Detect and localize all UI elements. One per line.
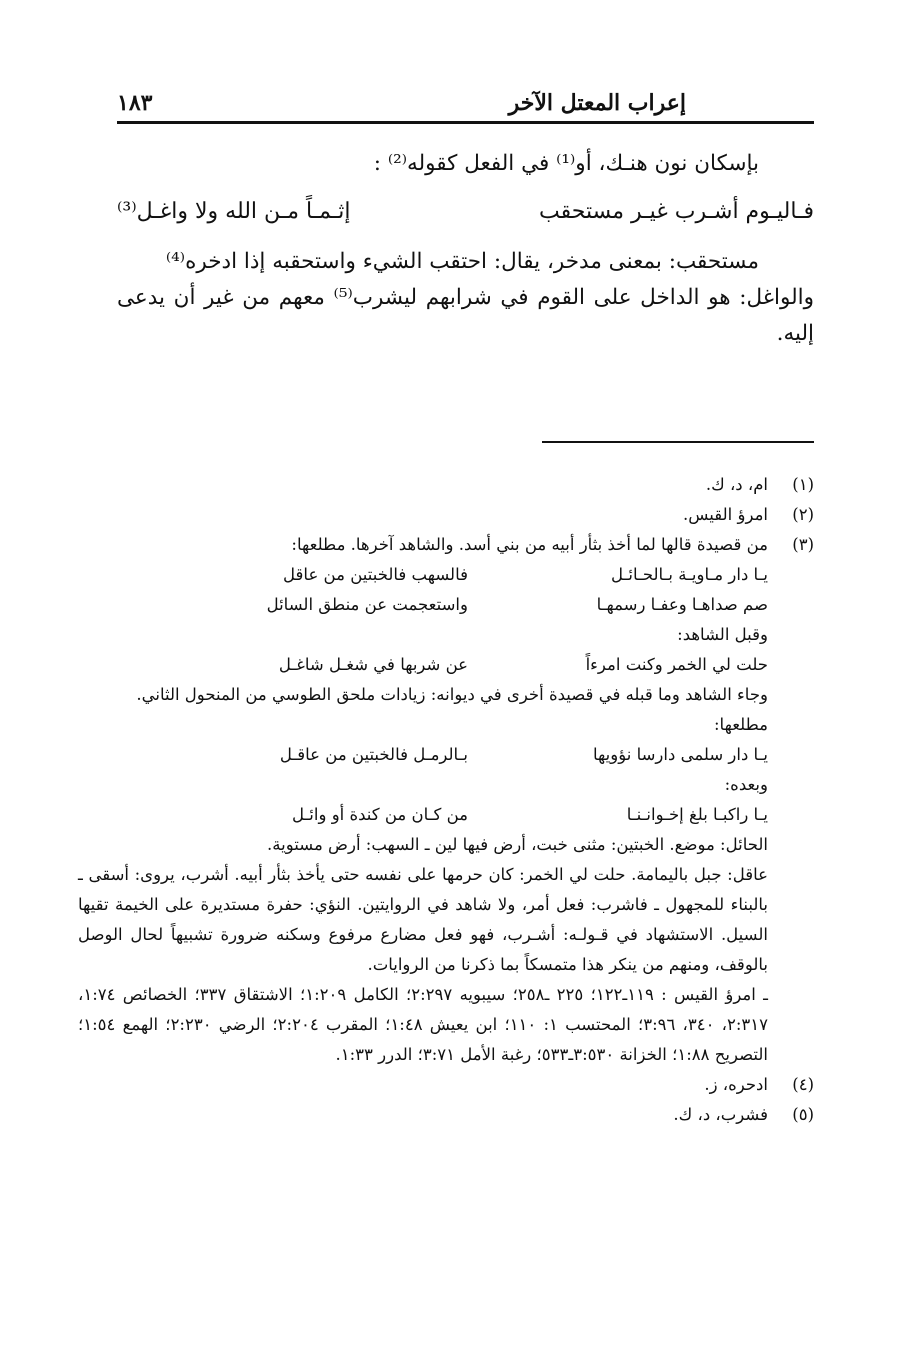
footnote-references: ـ امرؤ القيس : ١١٩ـ١٢٢؛ ٢٢٥ ـ٢٥٨؛ سيبويه ٢:٢٩٧؛ الكامل ١:٢٠٩؛ الاشتقاق ٣٣٧؛ الخصائص ١:٧٤، ٢:٣١٧، ٣٤٠، ٣:٩٦؛ المحتسب ١: ١١٠؛ ابن يعيش ١:٤٨؛ المقرب ٢:٢٠٤؛ الرضي ٢:٢٣٠؛ الهمع ١:٥٤؛ التصريح ١:٨٨؛ الخزانة ٣:٥٣٠ـ٥٣٣؛ رغبة الأمل ٣:٧١؛ الدرر ١:٣٣. [78, 985, 769, 1064]
verse-hemistich-1: فـاليـوم أشـرب غيـر مستحقب [539, 199, 814, 224]
gloss-line: والواغل: هو الداخل على القوم في شرابهم ليشرب⁽⁵⁾ معهم من غير أن يدعى إليه. [117, 285, 814, 346]
footnote-number: (٢) [792, 505, 814, 524]
footnote-number: (٥) [792, 1105, 814, 1124]
verse-hemistich-2: إثـمـاً مـن الله ولا واغـل⁽³⁾ [117, 199, 351, 224]
verse-hemistich-2: فالسهب فالخبتين من عاقل [283, 565, 468, 584]
footnote-verse [78, 650, 768, 680]
footnote-5 [117, 1100, 814, 1130]
footnote-verse [78, 800, 768, 830]
footnote-1 [117, 470, 814, 500]
footnotes [78, 470, 814, 1130]
footnote-number: (٣) [792, 535, 814, 554]
chapter-title: إعراب المعتل الآخر [508, 90, 686, 116]
verse-hemistich-2: بـالرمـل فالخبتين من عاقـل [279, 745, 468, 764]
footnote-text: الحائل: موضع. الخبتين: مثنى خبت، أرض فيها لين ـ السهب: أرض مستوية. [267, 835, 768, 854]
footnote-label: مطلعها: [714, 715, 768, 734]
header-rule [117, 121, 814, 124]
running-header [117, 82, 814, 122]
footnote-body [78, 530, 768, 1070]
footnote-text: وجاء الشاهد وما قبله في قصيدة أخرى في ديوانه: زيادات ملحق الطوسي من المنحول الثاني. [136, 685, 768, 704]
footnote-3 [78, 530, 814, 1070]
verse-hemistich-1: يـا دار مـاويـة بـالحـائـل [611, 565, 768, 584]
verse-hemistich-2: من كـان من كندة أو وائـل [291, 805, 468, 824]
footnote-4 [117, 1070, 814, 1100]
verse-hemistich-1: يـا راكبـا بلغ إخـوانـنـا [626, 805, 768, 824]
main-text [117, 146, 814, 352]
footnote-rule [542, 441, 814, 443]
footnote-verse [78, 590, 768, 620]
verse-hemistich-1: صم صداهـا وعفـا رسمهـا [596, 595, 768, 614]
verse-hemistich-1: يـا دار سلمى دارسا نؤويها [593, 745, 768, 764]
main-line: بإسكان نون هنـك، أو⁽¹⁾ في الفعل كقوله⁽²⁾ : [373, 151, 759, 176]
verse-hemistich-2: واستعجمت عن منطق السائل [266, 595, 468, 614]
gloss-line: مستحقب: بمعنى مدخر، يقال: احتقب الشيء واستحقبه إذا ادخره⁽⁴⁾ [165, 249, 759, 274]
poetry-verse [117, 194, 814, 230]
verse-hemistich-2: عن شربها في شغـل شاغـل [278, 655, 468, 674]
footnote-text: امرؤ القيس. [683, 505, 768, 524]
footnote-2 [117, 500, 814, 530]
footnote-text: عاقل: جبل باليمامة. حلت لي الخمر: كان حرمها على نفسه حتى يأخذ بثأر أبيه. أشرب، يروى: أسقى ـ بالبناء للمجهول ـ فاشرب: فعل أمر، ولا شاهد في الروايتين. النؤي: حفرة مستديرة على الخيمة تقيها السيل. الاستشهاد في قـولـه: أشـرب، فهو فعل مضارع مرفوع وسكنه ضرورة تشبيهاً لحال الوصل بالوقف، ومنهم من ينكر هذا متمسكاً بما ذكرنا من الروايات. [78, 865, 768, 974]
footnote-label: وبعده: [724, 775, 768, 794]
footnote-number: (١) [792, 475, 814, 494]
footnote-verse [78, 560, 768, 590]
footnote-label: وقبل الشاهد: [677, 625, 768, 644]
verse-hemistich-1: حلت لي الخمر وكنت امرءاً [585, 655, 768, 674]
footnote-verse [78, 740, 768, 770]
footnote-text: من قصيدة قالها لما أخذ بثأر أبيه من بني أسد. والشاهد آخرها. مطلعها: [291, 535, 768, 554]
footnote-text: ادحره، ز. [704, 1075, 768, 1094]
footnote-number: (٤) [792, 1075, 814, 1094]
page-number: ١٨٣ [117, 90, 153, 116]
footnote-text: فشرب، د، ك. [673, 1105, 768, 1124]
footnote-text: ام، د، ك. [705, 475, 768, 494]
